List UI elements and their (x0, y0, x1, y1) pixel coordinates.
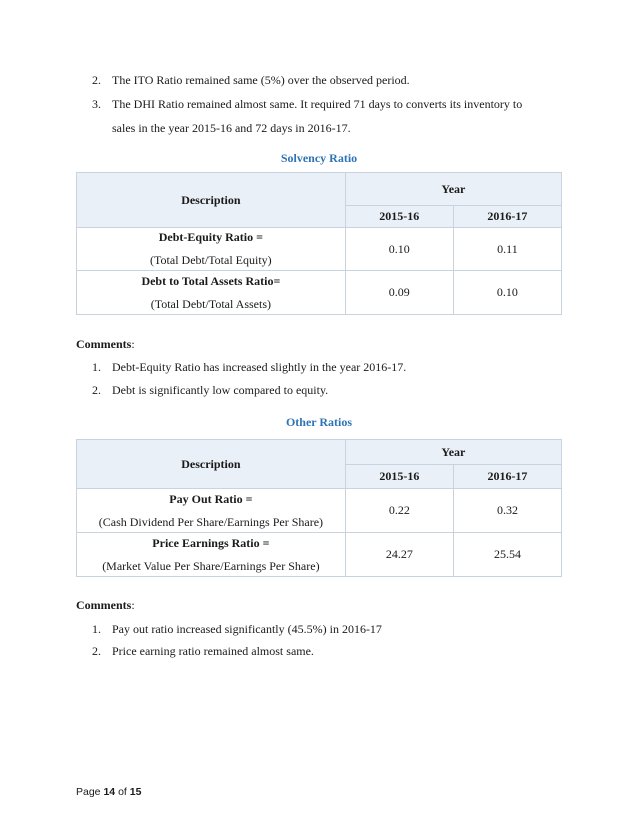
footer-prefix: Page (76, 786, 101, 798)
table-row (77, 228, 562, 271)
ratio-title: Pay Out Ratio = (169, 491, 253, 506)
ratio-title: Debt to Total Assets Ratio= (141, 273, 281, 288)
cell-value: 0.10 (345, 228, 453, 271)
other-ratios-table (76, 439, 562, 577)
list-number: 1. (92, 622, 101, 636)
row-description (77, 533, 346, 577)
list-text: Pay out ratio increased significantly (45.5%) in 2016-17 (112, 622, 382, 636)
cell-value: 0.09 (345, 271, 453, 315)
col-header-description: Description (77, 173, 346, 228)
comments-label: Comments: (76, 337, 135, 351)
list-number: 2. (92, 73, 101, 87)
cell-value: 25.54 (453, 533, 561, 577)
col-header-year-1: 2015-16 (345, 206, 453, 228)
list-number: 2. (92, 644, 101, 658)
col-header-year: Year (345, 440, 561, 465)
solvency-table (76, 172, 562, 315)
comments-label: Comments: (76, 598, 135, 612)
cell-value: 0.22 (345, 489, 453, 533)
cell-value: 0.32 (453, 489, 561, 533)
table-row (77, 533, 562, 577)
list-text: The ITO Ratio remained same (5%) over the observed period. (112, 73, 410, 87)
list-number: 1. (92, 360, 101, 374)
cell-value: 0.10 (453, 271, 561, 315)
ratio-formula: (Market Value Per Share/Earnings Per Share) (102, 558, 320, 573)
cell-value: 24.27 (345, 533, 453, 577)
list-number: 2. (92, 383, 101, 397)
list-text: Price earning ratio remained almost same. (112, 644, 314, 658)
section-heading-other: Other Ratios (285, 415, 353, 429)
footer-total-pages: 15 (129, 786, 142, 798)
col-header-year-2: 2016-17 (453, 206, 561, 228)
row-description (77, 228, 346, 271)
col-header-year-2: 2016-17 (453, 465, 561, 489)
list-number: 3. (92, 97, 101, 111)
ratio-formula: (Total Debt/Total Assets) (150, 296, 272, 311)
col-header-year-1: 2015-16 (345, 465, 453, 489)
list-text: Debt is significantly low compared to equity. (112, 383, 329, 397)
table-row (77, 271, 562, 315)
ratio-title: Debt-Equity Ratio = (158, 230, 263, 244)
section-heading-solvency: Solvency Ratio (280, 151, 358, 165)
ratio-title: Price Earnings Ratio = (152, 535, 270, 550)
ratio-formula: (Cash Dividend Per Share/Earnings Per Share) (98, 514, 324, 529)
row-description (77, 489, 346, 533)
cell-value: 0.11 (453, 228, 561, 271)
col-header-year: Year (345, 173, 561, 206)
list-text: sales in the year 2015-16 and 72 days in 2016-17. (112, 121, 351, 135)
list-text: Debt-Equity Ratio has increased slightly in the year 2016-17. (112, 360, 407, 374)
page-footer (76, 786, 141, 798)
footer-page-number: 14 (103, 786, 116, 798)
col-header-description: Description (77, 440, 346, 489)
row-description (77, 271, 346, 315)
table-row (77, 489, 562, 533)
list-text: The DHI Ratio remained almost same. It required 71 days to converts its inventory to (112, 97, 523, 111)
footer-of: of (118, 786, 127, 798)
ratio-formula: (Total Debt/Total Equity) (150, 253, 272, 267)
